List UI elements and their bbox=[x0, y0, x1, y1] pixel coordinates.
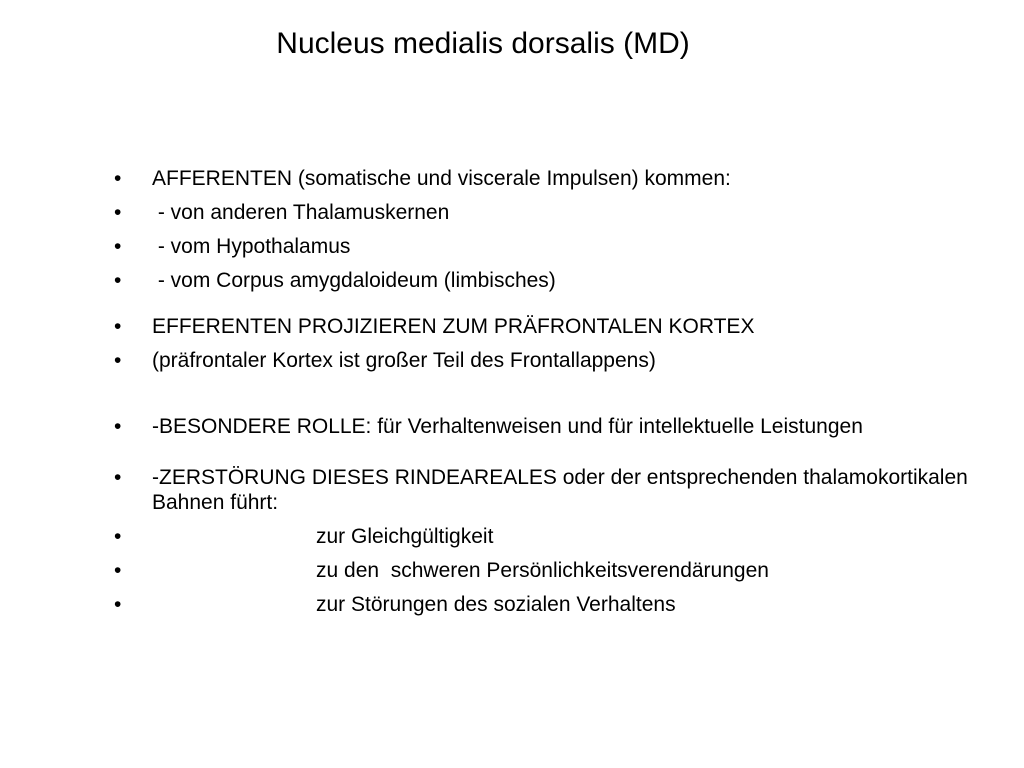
bullet-praefrontal bbox=[114, 348, 974, 373]
bullet-text: - vom Corpus amygdaloideum (limbisches) bbox=[152, 269, 556, 292]
bullet-besondere-rolle bbox=[114, 414, 974, 439]
bullet-amygdala bbox=[114, 268, 974, 293]
bullet-dot-icon: • bbox=[114, 415, 122, 438]
bullet-zerstoerung bbox=[114, 465, 974, 515]
bullet-sozialverhalten bbox=[114, 592, 974, 617]
bullet-dot-icon: • bbox=[114, 201, 122, 224]
bullet-hypothalamus bbox=[114, 234, 974, 259]
slide-title: Nucleus medialis dorsalis (MD) bbox=[276, 27, 690, 60]
bullet-thalamuskerne bbox=[114, 200, 974, 225]
bullet-dot-icon: • bbox=[114, 269, 122, 292]
bullet-dot-icon: • bbox=[114, 235, 122, 258]
bullet-dot-icon: • bbox=[114, 466, 122, 489]
bullet-text: - vom Hypothalamus bbox=[152, 235, 351, 258]
bullet-list bbox=[114, 166, 974, 626]
bullet-text: zu den schweren Persönlichkeitsverendärungen bbox=[316, 559, 769, 582]
bullet-dot-icon: • bbox=[114, 593, 122, 616]
bullet-gleichgueltigkeit bbox=[114, 524, 974, 549]
bullet-dot-icon: • bbox=[114, 349, 122, 372]
bullet-dot-icon: • bbox=[114, 525, 122, 548]
bullet-dot-icon: • bbox=[114, 167, 122, 190]
bullet-text: AFFERENTEN (somatische und viscerale Impulsen) kommen: bbox=[152, 167, 731, 190]
bullet-text: - von anderen Thalamuskernen bbox=[152, 201, 450, 224]
bullet-text: -ZERSTÖRUNG DIESES RINDEAREALES oder der entsprechenden thalamokortikalen Bahnen führt: bbox=[152, 466, 968, 514]
bullet-text: zur Störungen des sozialen Verhaltens bbox=[316, 593, 676, 616]
bullet-efferenten bbox=[114, 314, 974, 339]
bullet-text: zur Gleichgültigkeit bbox=[316, 525, 494, 548]
bullet-dot-icon: • bbox=[114, 315, 122, 338]
bullet-dot-icon: • bbox=[114, 559, 122, 582]
bullet-text: -BESONDERE ROLLE: für Verhaltenweisen und für intellektuelle Leistungen bbox=[152, 415, 863, 438]
bullet-text: (präfrontaler Kortex ist großer Teil des Frontallappens) bbox=[152, 349, 656, 372]
bullet-persoenlichkeit bbox=[114, 558, 974, 583]
bullet-text: EFFERENTEN PROJIZIEREN ZUM PRÄFRONTALEN KORTEX bbox=[152, 315, 755, 338]
bullet-afferenten bbox=[114, 166, 974, 191]
